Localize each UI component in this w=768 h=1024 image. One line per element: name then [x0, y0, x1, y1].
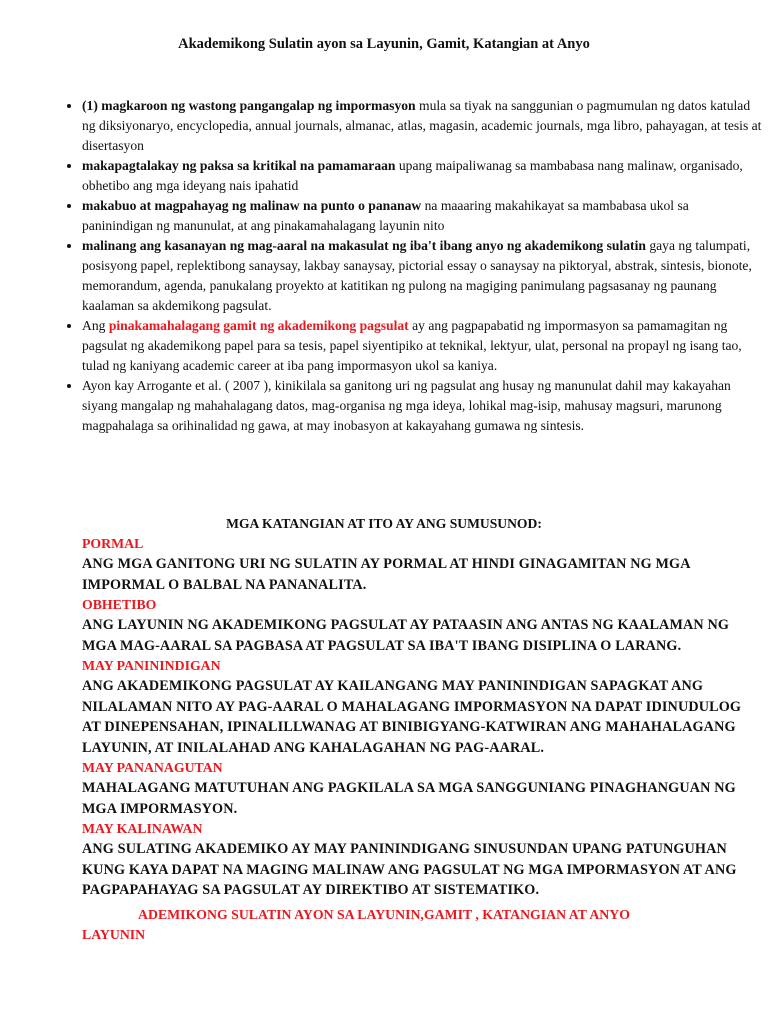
document-title: Akademikong Sulatin ayon sa Layunin, Gamit, Katangian at Anyo: [178, 36, 590, 52]
characteristic-heading: OBHETIBO: [82, 597, 157, 612]
bullet-text: na maaaring makahikayat sa mambabasa ukol sa paninindigan ng manunulat, at ang pinakamahalagang layunin nito: [82, 198, 689, 233]
list-item: [82, 376, 762, 436]
characteristic-heading: MAY KALINAWAN: [82, 821, 203, 836]
characteristic-body: ANG AKADEMIKONG PAGSULAT AY KAILANGANG MAY PANININDIGAN SAPAGKAT ANG NILALAMAN NITO AY PAG-AARAL O MAHALAGANG IMPORMASYON NA DAPAT IDINUDULOG AT DINEPENSAHAN, IPINALILLWANAG AT BINIBIGYANG-KATWIRAN ANG MAHAHALAGANG LAYUNIN, AT INILALAHAD ANG KAHALAGAHAN NG PAG-AARAL.: [82, 678, 742, 756]
bullet-bold-text: makapagtalakay ng paksa sa kritikal na pamamaraan: [82, 158, 396, 173]
characteristics-section-title: MGA KATANGIAN AT ITO AY ANG SUMUSUNOD:: [226, 516, 542, 531]
characteristic-heading: PORMAL: [82, 536, 144, 551]
characteristic-heading: MAY PANANAGUTAN: [82, 760, 223, 775]
bullet-bold-text: (1) magkaroon ng wastong pangangalap ng impormasyon: [82, 98, 416, 113]
list-item: [82, 96, 762, 156]
bullet-text: gaya ng talumpati, posisyong papel, replektibong sanaysay, lakbay sanaysay, pictorial essay o sanaysay na piktoryal, abstrak, sintesis, bionote, memorandum, agenda, panukalang proyekto at katitikan ng pulong na magiging panimulang pagsasanay ng paunang kaalaman sa akdemikong pagsulat.: [82, 238, 752, 313]
bullet-text: Ayon kay Arrogante et al. ( 2007 ), kinikilala sa ganitong uri ng pagsulat ang husay ng manunulat dahil may kakayahan siyang mangalap ng mahahalagang datos, mag-organisa ng mga ideya, lohikal mag-isip, mahusay magsuri, marunong magpahalaga sa orihinalidad ng gawa, at may inobasyon at kakayahang gumawa ng sintesis.: [82, 378, 731, 433]
bullet-prefix-text: Ang: [82, 318, 109, 333]
bullet-highlight-text: pinakamahalagang gamit ng akademikong pagsulat: [108, 318, 409, 333]
characteristic-body: ANG SULATING AKADEMIKO AY MAY PANININDIGANG SINUSUNDAN UPANG PATUNGUHAN KUNG KAYA DAPAT NA MAGING MALINAW ANG PAGSULAT NG MGA IMPORMASYON AT ANG PAGPAPAHAYAG SA PAGSULAT AY DIREKTIBO AT SISTEMATIKO.: [82, 841, 737, 898]
characteristic-body: MAHALAGANG MATUTUHAN ANG PAGKILALA SA MGA SANGGUNIANG PINAGHANGUAN NG MGA IMPORMASYON.: [82, 780, 736, 817]
list-item: [82, 316, 762, 376]
purpose-bullet-list: [58, 96, 762, 436]
bullet-text: upang maipaliwanag sa mambabasa nang malinaw, organisado, obhetibo ang mga ideyang nais ipahatid: [82, 158, 743, 193]
bullet-text: ay ang pagpapabatid ng impormasyon sa pamamagitan ng pagsulat ng akademikong papel para sa tesis, papel siyentipiko at teknikal, lektyur, ulat, personal na propayl ng isang tao, tulad ng kaniyang academic career at iba pang impormasyon ukol sa kaniya.: [82, 318, 742, 373]
footer-section-title: ADEMIKONG SULATIN AYON SA LAYUNIN,GAMIT , KATANGIAN AT ANYO: [138, 907, 630, 922]
list-item: [82, 196, 762, 236]
bullet-bold-text: malinang ang kasanayan ng mag-aaral na makasulat ng iba't ibang anyo ng akademikong sulatin: [82, 238, 646, 253]
footer-subheading: LAYUNIN: [82, 927, 146, 942]
characteristics-list: [82, 534, 742, 901]
list-item: [82, 156, 762, 196]
bullet-bold-text: makabuo at magpahayag ng malinaw na punto o pananaw: [82, 198, 422, 213]
bullet-text: mula sa tiyak na sanggunian o pagmumulan ng datos katulad ng diksiyonaryo, encyclopedia, annual journals, almanac, atlas, magasin, academic journals, mga libro, pahayagan, at tesis at disertasyon: [82, 98, 762, 153]
characteristic-body: ANG MGA GANITONG URI NG SULATIN AY PORMAL AT HINDI GINAGAMITAN NG MGA IMPORMAL O BALBAL NA PANANALITA.: [82, 556, 690, 593]
list-item: [82, 236, 762, 316]
characteristic-body: ANG LAYUNIN NG AKADEMIKONG PAGSULAT AY PATAASIN ANG ANTAS NG KAALAMAN NG MGA MAG-AARAL SA PAGBASA AT PAGSULAT SA IBA'T IBANG DISIPLINA O LARANG.: [82, 617, 730, 654]
characteristic-heading: MAY PANININDIGAN: [82, 658, 221, 673]
